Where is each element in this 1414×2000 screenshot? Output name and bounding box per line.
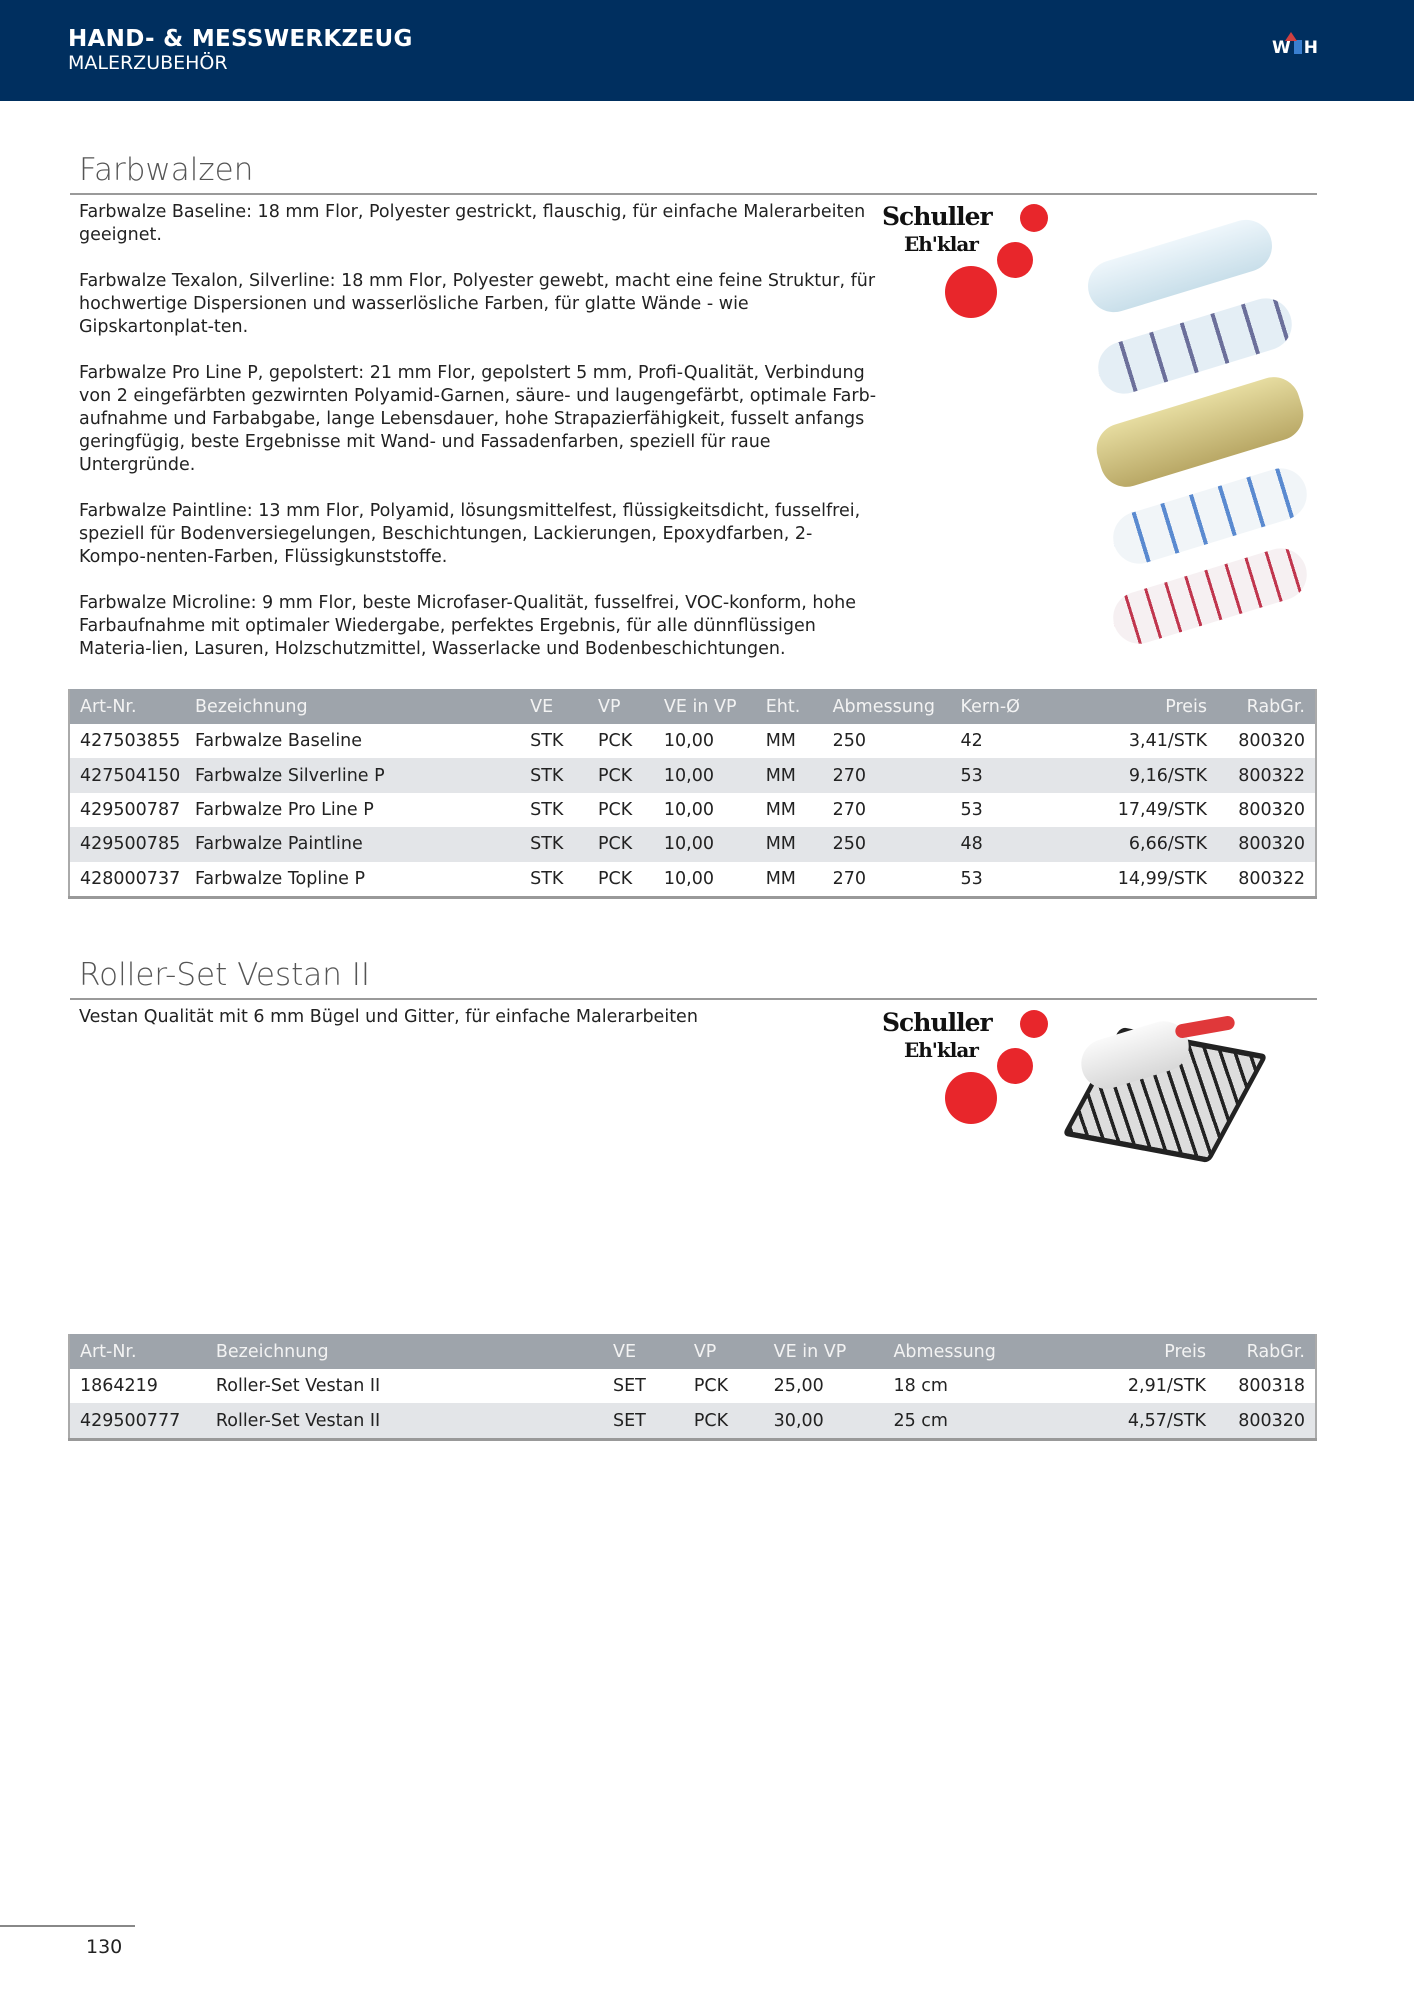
table-cell: MM <box>766 827 833 861</box>
table-cell: Farbwalze Pro Line P <box>194 799 374 820</box>
table-cell: PCK <box>694 1403 774 1439</box>
table-cell: 429500777 <box>69 1403 216 1439</box>
table-cell: 10,00 <box>664 758 766 792</box>
table-row <box>69 793 1316 827</box>
paragraph: Farbwalze Paintline: 13 mm Flor, Polyamid, lösungsmittelfest, flüssigkeitsdicht, fusselfrei, speziell für Bodenversiegelungen, Beschichtungen, Lackierungen, Epoxydfarben, 2-Kompo-nenten-Farben, Flüssigkunststoffe. <box>79 501 861 567</box>
col-header: Abmessung <box>893 1334 1099 1369</box>
table-cell: 1864219 <box>80 1376 158 1397</box>
table-cell: 10,00 <box>663 868 714 889</box>
table-cell: 53 <box>960 799 983 820</box>
table-cell: 250 <box>833 827 961 861</box>
table-cell: MM <box>766 758 833 792</box>
paragraph: Farbwalze Pro Line P, gepolstert: 21 mm Flor, gepolstert 5 mm, Profi-Qualität, Verbindung von 2 eingefärbten gezwirnten Polyamid-Garnen, säure- und laugengefärbt, optimale Farb-aufnahme und Farbabgabe, lange Lebensdauer, hohe Strapazierfähigkeit, fusselt anfangs geringfügig, beste Ergebnisse mit Wand- und Fassadenfarben, speziell für raue Untergründe. <box>79 363 877 475</box>
table-cell: STK <box>530 731 564 752</box>
table-cell: 25,00 <box>773 1376 824 1397</box>
table-cell: Farbwalze Baseline <box>194 731 363 752</box>
table-cell: 270 <box>833 758 961 792</box>
table-cell: Farbwalze Paintline <box>195 827 530 861</box>
table-cell: Farbwalze Silverline P <box>195 758 530 792</box>
col-header: Preis <box>1060 689 1207 724</box>
table-cell: STK <box>530 799 564 820</box>
col-header: Abmessung <box>833 689 961 724</box>
paragraph: Vestan Qualität mit 6 mm Bügel und Gitter, für einfache Malerarbeiten <box>79 1007 698 1027</box>
table-cell: 270 <box>832 799 866 820</box>
table-cell: PCK <box>598 868 633 889</box>
table-cell: 800320 <box>1238 799 1305 820</box>
footer-line <box>0 1925 135 1927</box>
table-cell: PCK <box>598 731 633 752</box>
table-cell: MM <box>765 799 796 820</box>
farbwalzen-table <box>68 689 1317 899</box>
table-cell: 427504150 <box>69 758 195 792</box>
table-cell: 2,91/STK <box>1127 1376 1207 1397</box>
table-cell: 25 cm <box>893 1403 1099 1439</box>
table-cell: MM <box>765 731 796 752</box>
table-cell: 53 <box>960 758 1060 792</box>
table-cell: 48 <box>960 827 1060 861</box>
table-cell: STK <box>530 758 598 792</box>
table-cell: 800320 <box>1238 731 1305 752</box>
table-cell: 18 cm <box>893 1376 948 1397</box>
table-cell: 800318 <box>1238 1376 1305 1397</box>
section-divider <box>70 998 1317 1000</box>
table-cell: 6,66/STK <box>1060 827 1207 861</box>
section-title-roller-set: Roller-Set Vestan II <box>79 957 371 993</box>
paragraph: Farbwalze Microline: 9 mm Flor, beste Microfaser-Qualität, fusselfrei, VOC-konform, hohe Farbaufnahme mit optimaler Wiedergabe, perfektes Ergebnis, für alle dünnflüssigen Materia-lien, Lasuren, Holzschutzmittel, Wasserlacke und Bodenbeschichtungen. <box>79 593 857 659</box>
table-row <box>69 724 1316 758</box>
col-header: VP <box>694 1334 774 1369</box>
table-header-row <box>69 689 1316 724</box>
category-title: HAND- & MESSWERKZEUG <box>68 26 413 52</box>
section-divider <box>70 193 1317 195</box>
table-cell: Roller-Set Vestan II <box>216 1403 613 1439</box>
col-header: VE in VP <box>664 689 766 724</box>
subcategory-title: MALERZUBEHÖR <box>68 52 228 74</box>
table-cell: 3,41/STK <box>1128 731 1208 752</box>
table-cell: Roller-Set Vestan II <box>215 1376 381 1397</box>
table-row <box>69 827 1316 861</box>
col-header: Art-Nr. <box>69 1334 216 1369</box>
table-cell: 429500785 <box>69 827 195 861</box>
paragraph: Farbwalze Texalon, Silverline: 18 mm Flor, Polyester gewebt, macht eine feine Struktur, für hochwertige Dispersionen und wasserlösliche Farben, für glatte Wände - wie Gipskartonplat-ten. <box>79 271 876 337</box>
table-cell: 30,00 <box>774 1403 894 1439</box>
col-header: RabGr. <box>1206 1334 1316 1369</box>
table-cell: SET <box>612 1376 646 1397</box>
table-cell: 800322 <box>1238 868 1305 889</box>
col-header: VE <box>613 1334 694 1369</box>
table-row <box>69 1369 1316 1403</box>
table-cell: STK <box>530 868 564 889</box>
table-cell: 9,16/STK <box>1060 758 1207 792</box>
col-header: Kern-Ø <box>960 689 1060 724</box>
table-cell: PCK <box>693 1376 729 1397</box>
table-cell: 10,00 <box>663 799 714 820</box>
table-cell: STK <box>530 827 598 861</box>
table-cell: 10,00 <box>663 731 714 752</box>
table-cell: 14,99/STK <box>1117 868 1208 889</box>
table-cell: 42 <box>960 731 983 752</box>
table-cell: 429500787 <box>80 799 181 820</box>
col-header: VE <box>530 689 598 724</box>
table-cell: 800320 <box>1206 1403 1316 1439</box>
table-cell: MM <box>765 868 796 889</box>
company-logo: W H <box>1272 38 1319 58</box>
page-header <box>0 0 1414 101</box>
table-cell: 17,49/STK <box>1117 799 1208 820</box>
table-cell: 10,00 <box>664 827 766 861</box>
col-header: Eht. <box>766 689 833 724</box>
brand-logo: Schuller Eh'klar <box>882 200 1052 320</box>
col-header: Art-Nr. <box>69 689 195 724</box>
table-cell: 427503855 <box>80 731 181 752</box>
page-number: 130 <box>86 1936 123 1958</box>
brand-logo: Schuller Eh'klar <box>882 1006 1052 1126</box>
table-cell: 53 <box>960 868 983 889</box>
table-cell: PCK <box>598 758 664 792</box>
col-header: Bezeichnung <box>216 1334 613 1369</box>
table-row <box>69 862 1316 898</box>
col-header: VP <box>598 689 664 724</box>
table-cell: PCK <box>598 799 633 820</box>
roller-set-table <box>68 1334 1317 1441</box>
col-header: RabGr. <box>1207 689 1316 724</box>
table-row <box>69 1403 1316 1439</box>
table-cell: PCK <box>598 827 664 861</box>
table-cell: 428000737 <box>80 868 181 889</box>
section-description <box>79 1006 879 1052</box>
section-description <box>79 201 879 684</box>
table-row <box>69 758 1316 792</box>
section-title-farbwalzen: Farbwalzen <box>79 152 254 188</box>
col-header: Preis <box>1099 1334 1206 1369</box>
table-header-row <box>69 1334 1316 1369</box>
table-cell: SET <box>613 1403 694 1439</box>
table-cell: 800322 <box>1207 758 1316 792</box>
table-cell: 4,57/STK <box>1099 1403 1206 1439</box>
table-cell: 800320 <box>1207 827 1316 861</box>
col-header: Bezeichnung <box>195 689 530 724</box>
paragraph: Farbwalze Baseline: 18 mm Flor, Polyester gestrickt, flauschig, für einfache Malerarbeiten geeignet. <box>79 202 866 245</box>
table-cell: Farbwalze Topline P <box>194 868 366 889</box>
table-cell: 250 <box>832 731 866 752</box>
col-header: VE in VP <box>774 1334 894 1369</box>
table-cell: 270 <box>832 868 866 889</box>
